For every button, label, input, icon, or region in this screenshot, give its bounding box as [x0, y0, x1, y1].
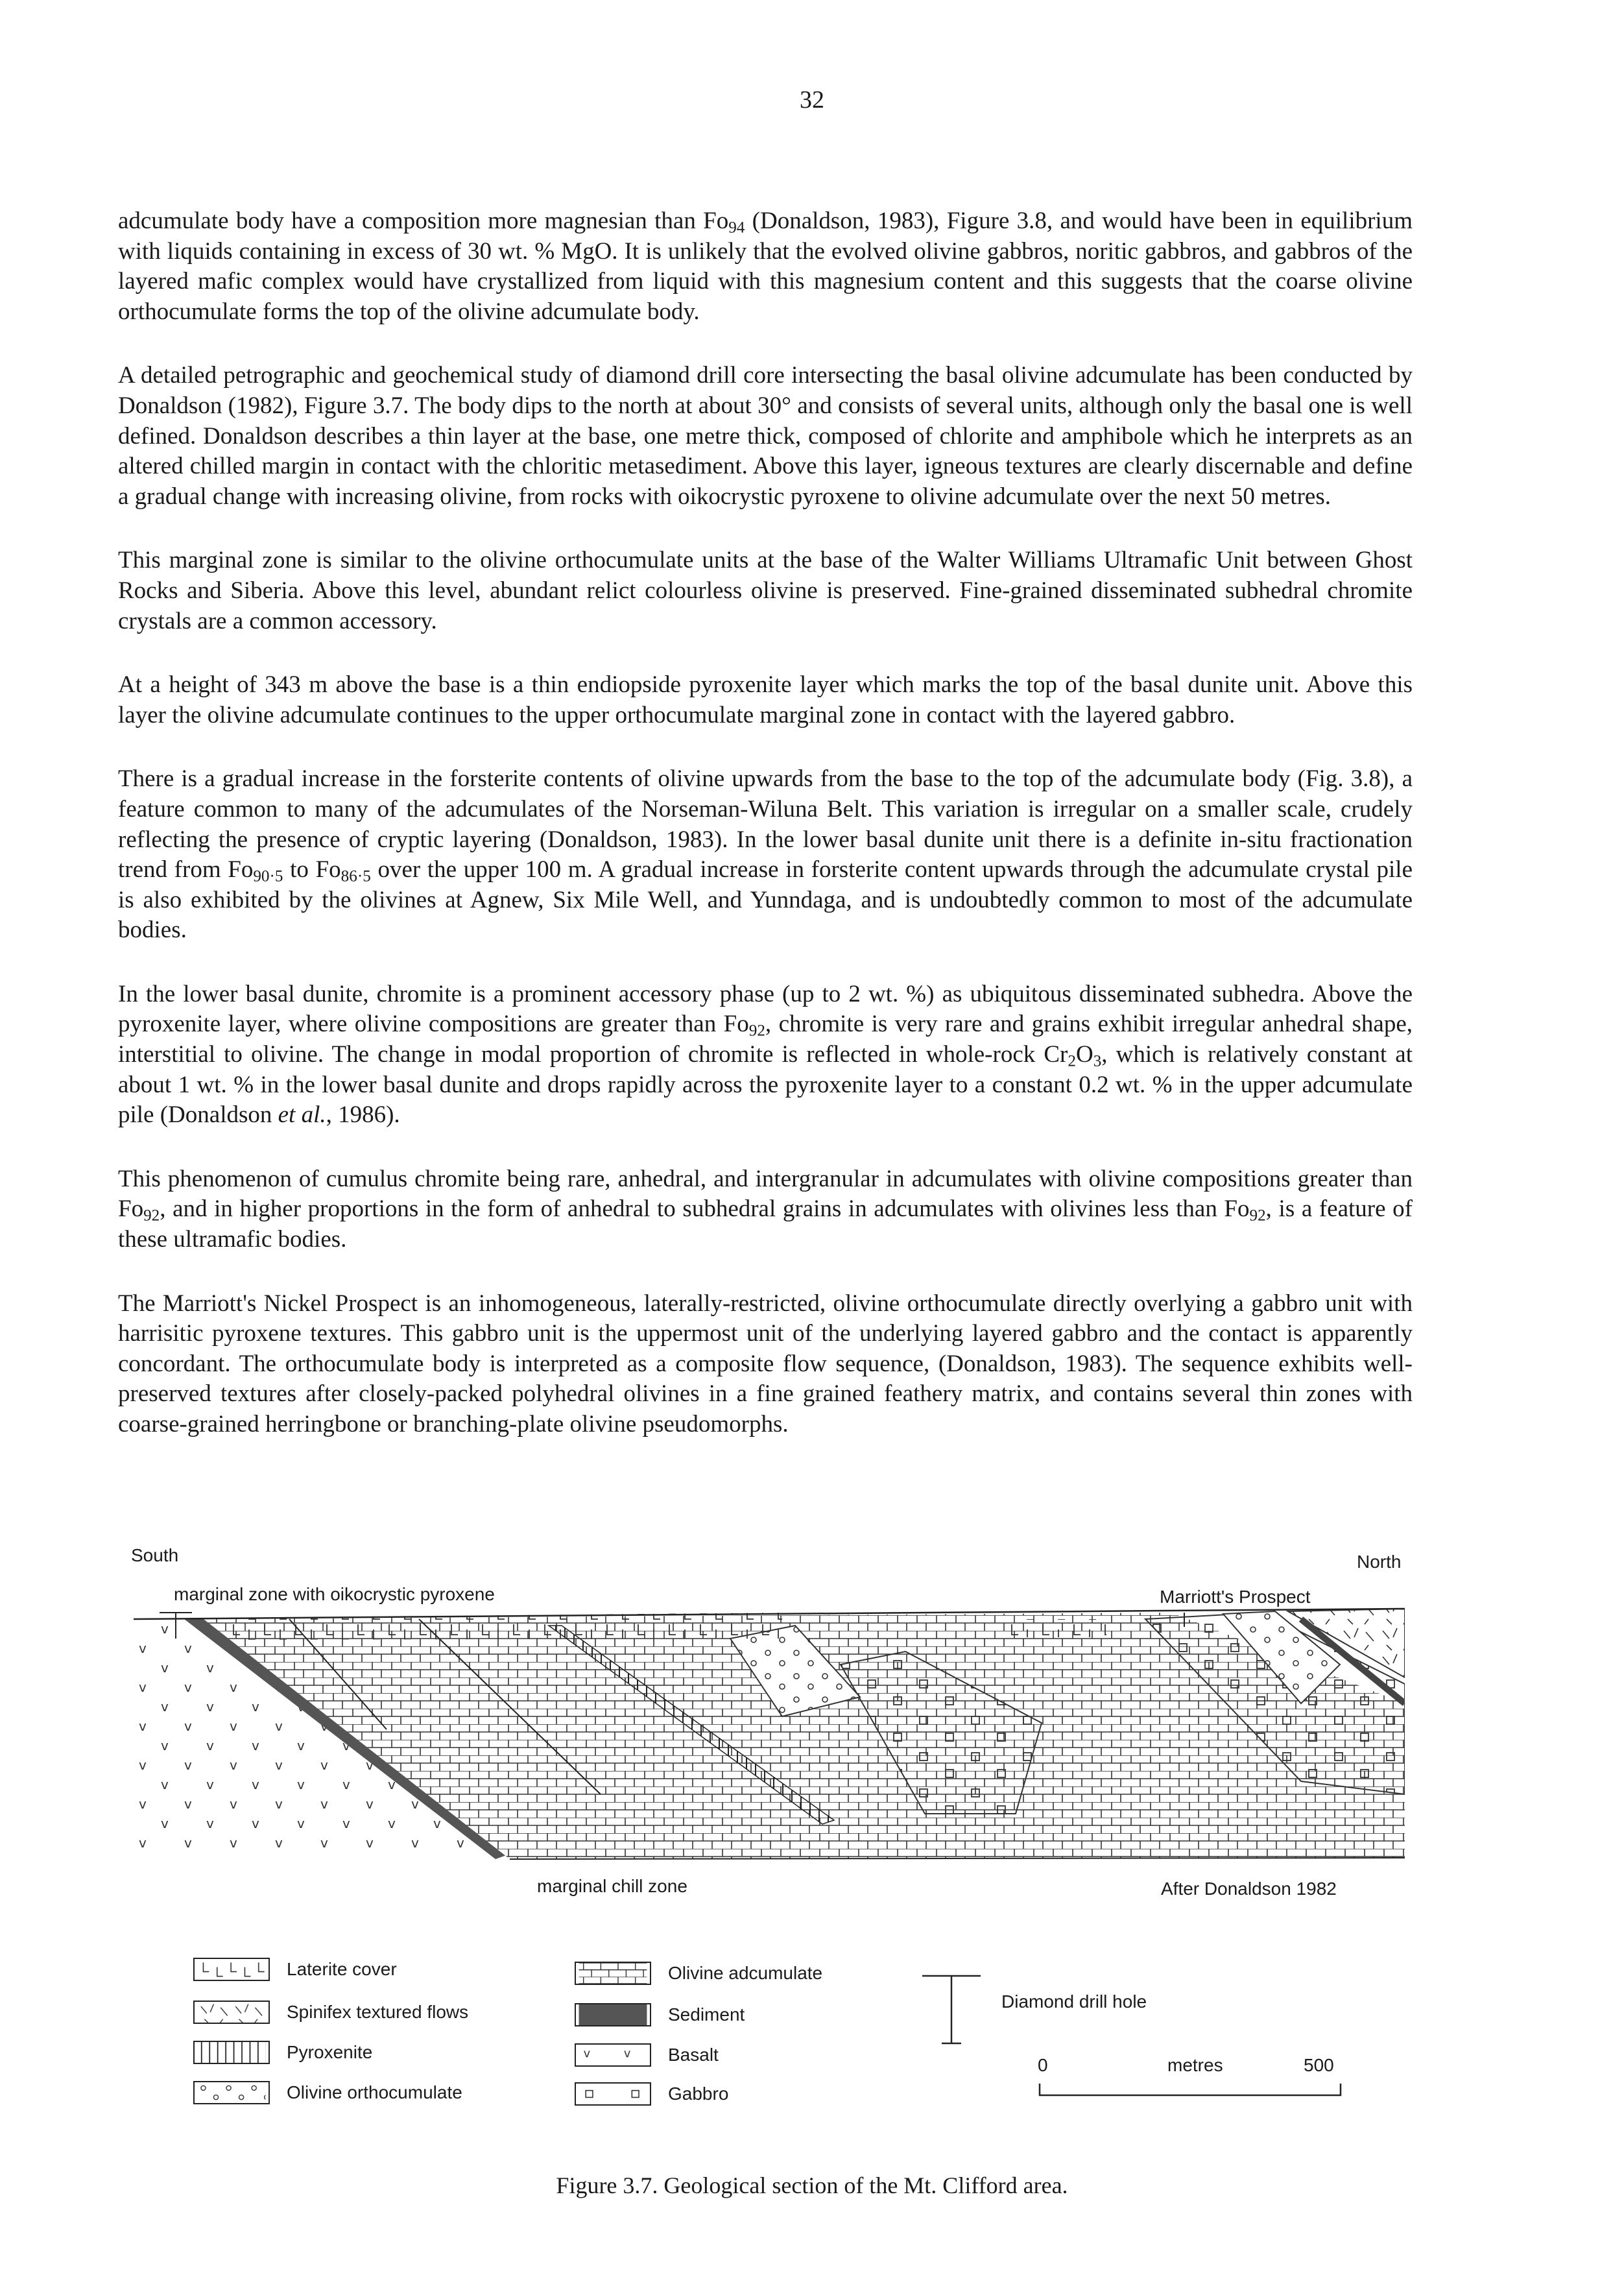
cross-section-diagram [134, 1600, 1405, 1872]
paragraph-text: , chromite is very rare and grains exhibit irregular anhedral shape, interstitial to olivine. The change in modal proportion of chromite is reflected in whole-rock Cr [118, 1011, 1413, 1068]
paragraph [118, 206, 1413, 327]
paragraph [118, 1289, 1413, 1440]
spinifex-swatch [193, 2001, 270, 2024]
pyroxenite-swatch [193, 2041, 270, 2064]
paragraph-text: This marginal zone is similar to the olivine orthocumulate units at the base of the Walter Williams Ultramafic Unit between Ghost Rocks and Siberia. Above this level, abundant relict colourless olivine is preserved. Fine-grained disseminated subhedral chromite crystals are a common accessory. [118, 547, 1413, 634]
paragraph-text: et al. [278, 1101, 326, 1129]
paragraph-text: A detailed petrographic and geochemical study of diamond drill core intersecting the basal olivine adcumulate has been conducted by Donaldson (1982), Figure 3.7. The body dips to the north at about 30° and consists of several units, although only the basal one is well defined. Donaldson describes a thin layer at the base, one metre thick, composed of chlorite and amphibole which he interprets as an altered chilled margin in contact with the chloritic metasediment. Above this layer, igneous textures are clearly discernable and define a gradual change with increasing olivine, from rocks with oikocrystic pyroxene to olivine adcumulate over the next 50 metres. [118, 362, 1413, 510]
basalt-swatch [575, 2043, 651, 2067]
legend-orthocumulate [193, 2078, 462, 2107]
paragraph-text: , 1986). [326, 1101, 400, 1129]
paragraph-text: O [1075, 1041, 1093, 1068]
gabbro-swatch [575, 2082, 651, 2106]
orthocumulate-swatch [193, 2081, 270, 2104]
paragraph-text: adcumulate body have a composition more magnesian than Fo [118, 208, 729, 234]
paragraph [118, 1164, 1413, 1255]
legend-label: Olivine orthocumulate [287, 2082, 462, 2102]
drill-hole-label: Diamond drill hole [1001, 1991, 1147, 2012]
paragraph-text: , is a feature of these ultramafic bodies. [118, 1196, 1413, 1253]
paragraph [118, 764, 1413, 946]
chill-zone-label: marginal chill zone [537, 1876, 687, 1896]
laterite-cover-east [1003, 1619, 1106, 1637]
legend-label: Sediment [668, 2004, 745, 2025]
scale-line [1038, 2082, 1343, 2098]
paragraph-text: 86·5 [340, 867, 371, 885]
paragraph-text: In the lower basal dunite, chromite is a prominent accessory phase (up to 2 wt. %) as ubiquitous disseminated subhedra. Above the pyroxenite layer, where olivine compositions are greater than Fo [118, 980, 1413, 1038]
legend-label: Laterite cover [287, 1959, 397, 1979]
paragraph-text: At a height of 343 m above the base is a thin endiopside pyroxenite layer which marks the top of the basal dunite unit. Above this layer the olivine adcumulate continues to the upper orthocumulate marginal zone in contact with the layered gabbro. [118, 671, 1413, 728]
scale-bar [1038, 2055, 1427, 2107]
legend-label: Basalt [668, 2045, 719, 2065]
body-text [118, 206, 1413, 1474]
legend-label: Gabbro [668, 2084, 729, 2104]
legend-basalt [575, 2041, 719, 2069]
paragraph-text: 92 [143, 1207, 160, 1225]
scale-end: 500 [1304, 2055, 1334, 2075]
sediment-swatch [575, 2003, 651, 2026]
adcumulate-swatch [575, 1962, 651, 1985]
marriotts-prospect-label: Marriott's Prospect [1160, 1587, 1311, 1607]
scale-start: 0 [1038, 2055, 1048, 2075]
laterite-swatch [193, 1958, 270, 1981]
south-label: South [131, 1545, 179, 1565]
legend-pyroxenite [193, 2038, 372, 2067]
legend-sediment [575, 2001, 745, 2029]
legend-label: Pyroxenite [287, 2042, 373, 2062]
paragraph-text: 92 [748, 1022, 765, 1040]
figure-caption: Figure 3.7. Geological section of the Mt. Clifford area. [556, 2172, 1068, 2198]
legend-spinifex [193, 1998, 468, 2026]
page-number: 32 [800, 86, 824, 114]
legend-label: Olivine adcumulate [668, 1963, 823, 1983]
geological-section-figure [118, 1540, 1422, 2208]
paragraph-text: , and in higher proportions in the form of anhedral to subhedral grains in adcumulates with olivines less than Fo [160, 1196, 1250, 1223]
legend-laterite [193, 1955, 397, 1984]
drill-hole-symbol [916, 1971, 987, 2049]
paragraph [118, 546, 1413, 636]
paragraph [118, 361, 1413, 512]
paragraph-text: over the upper 100 m. A gradual increase in forsterite content upwards through the adcumulate crystal pile is also exhibited by the olivines at Agnew, Six Mile Well, and Yunndaga, and is undoubtedly common to most of the adcumulate bodies. [118, 856, 1413, 944]
paragraph-text: The Marriott's Nickel Prospect is an inhomogeneous, laterally-restricted, olivine orthocumulate directly overlying a gabbro unit with harrisitic pyroxene textures. This gabbro unit is the uppermost unit of the underlying layered gabbro and the contact is apparently concordant. The orthocumulate body is interpreted as a composite flow sequence, (Donaldson, 1983). The sequence exhibits well-preserved textures after closely-packed polyhedral olivines in a fine grained feathery matrix, and contains several thin zones with coarse-grained herringbone or branching-plate olivine pseudomorphs. [118, 1290, 1413, 1437]
after-donaldson-label: After Donaldson 1982 [1161, 1879, 1337, 1899]
paragraph [118, 670, 1413, 730]
paragraph-text: 3 [1093, 1052, 1102, 1070]
paragraph-text: (Donaldson, 1983), Figure 3.8, and would have been in equilibrium with liquids containing in excess of 30 wt. % MgO. It is unlikely that the evolved olivine gabbros, noritic gabbros, and gabbros of the layered mafic complex would have crystallized from liquid with this magnesium content and this suggests that the coarse olivine orthocumulate forms the top of the olivine adcumulate body. [118, 208, 1413, 325]
paragraph-text: This phenomenon of cumulus chromite being rare, anhedral, and intergranular in adcumulates with olivine compositions greater than Fo [118, 1165, 1413, 1223]
paragraph-text: , which is relatively constant at about 1 wt. % in the lower basal dunite and drops rapidly across the pyroxenite layer to a constant 0.2 wt. % in the upper adcumulate pile (Donaldson [118, 1041, 1413, 1129]
legend-label: Spinifex textured flows [287, 2002, 469, 2022]
legend-adcumulate [575, 1959, 822, 1988]
paragraph-text: There is a gradual increase in the forsterite contents of olivine upwards from the base to the top of the adcumulate body (Fig. 3.8), a feature common to many of the adcumulates of the Norseman-Wiluna Belt. This variation is irregular on a smaller scale, crudely reflecting the presence of cryptic layering (Donaldson, 1983). In the lower basal dunite unit there is a definite in-situ fractionation trend from Fo [118, 765, 1413, 884]
legend-gabbro [575, 2080, 728, 2108]
north-label: North [1357, 1552, 1402, 1572]
paragraph-text: 94 [728, 219, 745, 237]
paragraph-text: to Fo [283, 856, 341, 884]
paragraph-text: 92 [1249, 1207, 1266, 1225]
paragraph-text: 2 [1068, 1052, 1076, 1070]
scale-unit: metres [1167, 2055, 1223, 2075]
paragraph-text: 90·5 [253, 867, 283, 885]
marginal-zone-label: marginal zone with oikocrystic pyroxene [174, 1584, 495, 1604]
paragraph [118, 980, 1413, 1131]
